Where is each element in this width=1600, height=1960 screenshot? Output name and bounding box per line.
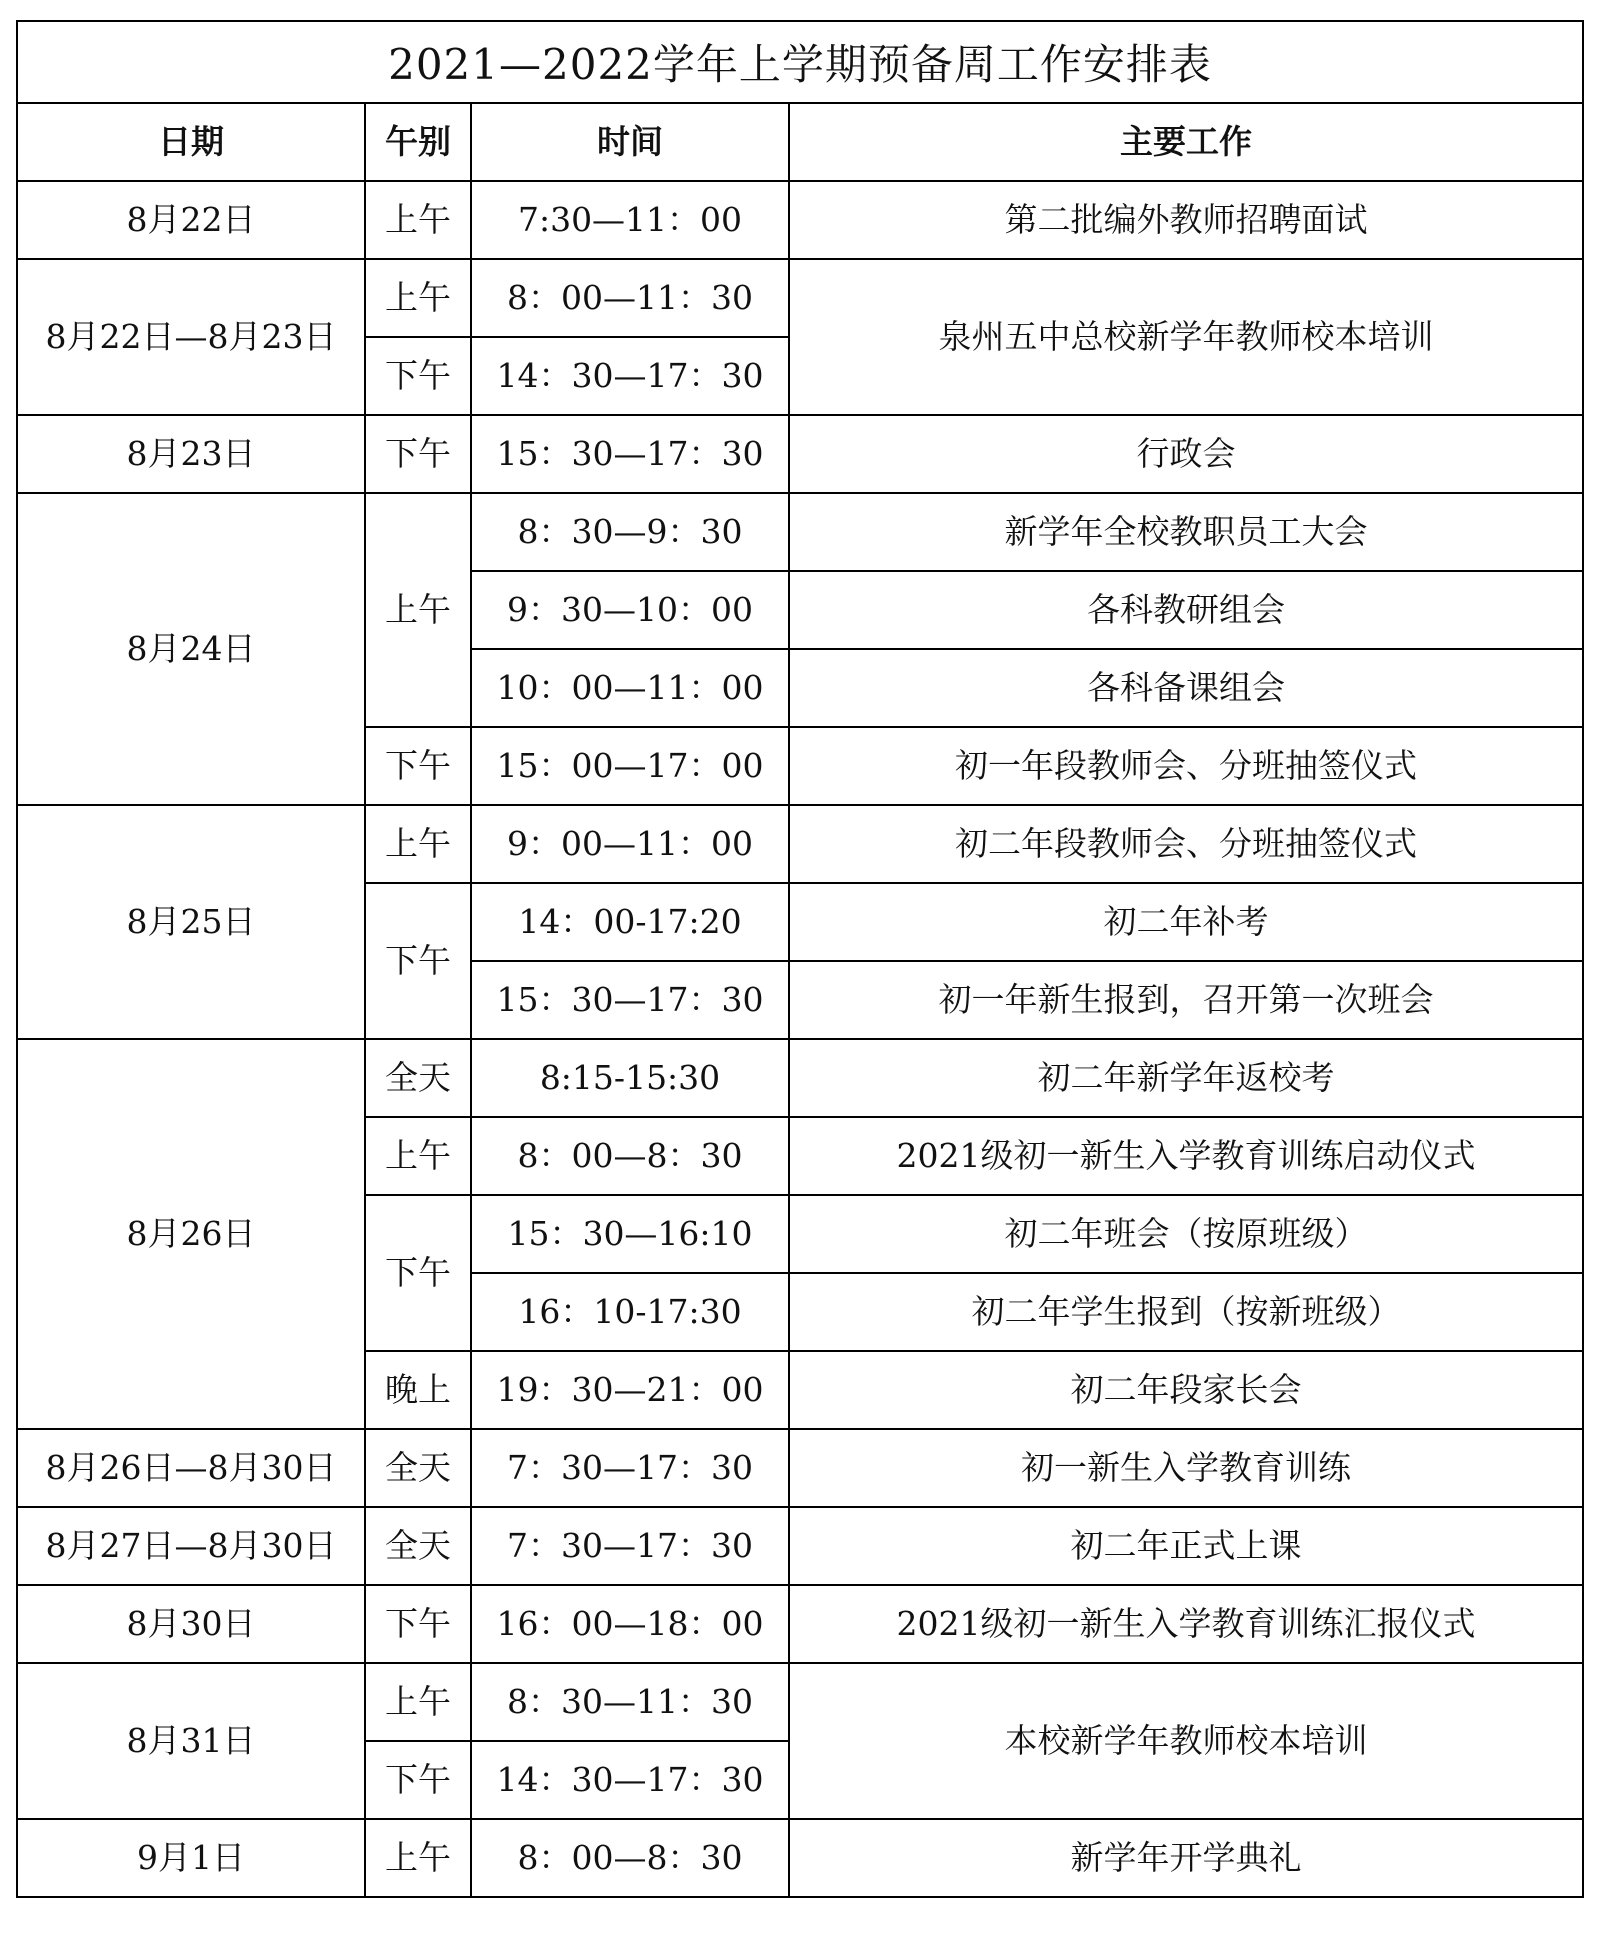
table-row — [17, 1663, 1583, 1741]
period-cell: 下午 — [365, 727, 471, 805]
period-cell: 全天 — [365, 1507, 471, 1585]
work-cell: 初二年新学年返校考 — [789, 1039, 1583, 1117]
period-cell: 全天 — [365, 1429, 471, 1507]
date-cell: 8月27日—8月30日 — [17, 1507, 365, 1585]
period-cell: 下午 — [365, 415, 471, 493]
date-cell: 8月31日 — [17, 1663, 365, 1819]
work-cell: 第二批编外教师招聘面试 — [789, 181, 1583, 259]
date-cell: 8月26日 — [17, 1039, 365, 1429]
date-cell: 8月23日 — [17, 415, 365, 493]
date-cell: 9月1日 — [17, 1819, 365, 1897]
work-cell: 新学年全校教职员工大会 — [789, 493, 1583, 571]
work-cell: 各科备课组会 — [789, 649, 1583, 727]
period-cell: 下午 — [365, 1195, 471, 1351]
date-cell: 8月25日 — [17, 805, 365, 1039]
time-cell: 16：00—18：00 — [471, 1585, 789, 1663]
period-cell: 上午 — [365, 805, 471, 883]
time-cell: 7：30—17：30 — [471, 1429, 789, 1507]
time-cell: 14：30—17：30 — [471, 1741, 789, 1819]
time-cell: 9：00—11：00 — [471, 805, 789, 883]
time-cell: 8：00—8：30 — [471, 1117, 789, 1195]
work-cell: 本校新学年教师校本培训 — [789, 1663, 1583, 1819]
header-date: 日期 — [17, 103, 365, 181]
table-row — [17, 493, 1583, 571]
table-row — [17, 1507, 1583, 1585]
table-row — [17, 1039, 1583, 1117]
time-cell: 15：30—17：30 — [471, 961, 789, 1039]
header-time: 时间 — [471, 103, 789, 181]
time-cell: 15：00—17：00 — [471, 727, 789, 805]
time-cell: 7：30—17：30 — [471, 1507, 789, 1585]
time-cell: 15：30—16:10 — [471, 1195, 789, 1273]
period-cell: 上午 — [365, 493, 471, 727]
period-cell: 上午 — [365, 181, 471, 259]
period-cell: 上午 — [365, 1117, 471, 1195]
time-cell: 9：30—10：00 — [471, 571, 789, 649]
date-cell: 8月24日 — [17, 493, 365, 805]
time-cell: 16：10-17:30 — [471, 1273, 789, 1351]
table-row — [17, 181, 1583, 259]
table-row — [17, 1819, 1583, 1897]
table-row — [17, 415, 1583, 493]
time-cell: 14：00-17:20 — [471, 883, 789, 961]
header-row — [17, 103, 1583, 181]
table-row — [17, 1429, 1583, 1507]
period-cell: 上午 — [365, 1663, 471, 1741]
schedule-table — [16, 102, 1584, 1898]
work-cell: 2021级初一新生入学教育训练汇报仪式 — [789, 1585, 1583, 1663]
time-cell: 7:30—11：00 — [471, 181, 789, 259]
period-cell: 上午 — [365, 259, 471, 337]
header-period: 午别 — [365, 103, 471, 181]
work-cell: 初二年正式上课 — [789, 1507, 1583, 1585]
work-cell: 初一新生入学教育训练 — [789, 1429, 1583, 1507]
time-cell: 19：30—21：00 — [471, 1351, 789, 1429]
date-cell: 8月22日 — [17, 181, 365, 259]
work-cell: 各科教研组会 — [789, 571, 1583, 649]
table-row — [17, 1585, 1583, 1663]
period-cell: 上午 — [365, 1819, 471, 1897]
date-cell: 8月26日—8月30日 — [17, 1429, 365, 1507]
table-row — [17, 259, 1583, 337]
work-cell: 2021级初一新生入学教育训练启动仪式 — [789, 1117, 1583, 1195]
time-cell: 8：00—8：30 — [471, 1819, 789, 1897]
period-cell: 晚上 — [365, 1351, 471, 1429]
work-cell: 初二年补考 — [789, 883, 1583, 961]
work-cell: 初一年段教师会、分班抽签仪式 — [789, 727, 1583, 805]
work-cell: 初二年段教师会、分班抽签仪式 — [789, 805, 1583, 883]
time-cell: 15：30—17：30 — [471, 415, 789, 493]
work-cell: 新学年开学典礼 — [789, 1819, 1583, 1897]
work-cell: 初一年新生报到，召开第一次班会 — [789, 961, 1583, 1039]
table-title: 2021—2022学年上学期预备周工作安排表 — [16, 20, 1584, 102]
work-cell: 初二年班会（按原班级） — [789, 1195, 1583, 1273]
period-cell: 下午 — [365, 883, 471, 1039]
date-cell: 8月30日 — [17, 1585, 365, 1663]
schedule-sheet — [16, 20, 1584, 1898]
table-row — [17, 805, 1583, 883]
work-cell: 行政会 — [789, 415, 1583, 493]
time-cell: 8:15-15:30 — [471, 1039, 789, 1117]
time-cell: 14：30—17：30 — [471, 337, 789, 415]
work-cell: 初二年段家长会 — [789, 1351, 1583, 1429]
period-cell: 全天 — [365, 1039, 471, 1117]
period-cell: 下午 — [365, 1741, 471, 1819]
time-cell: 8：30—11：30 — [471, 1663, 789, 1741]
work-cell: 初二年学生报到（按新班级） — [789, 1273, 1583, 1351]
work-cell: 泉州五中总校新学年教师校本培训 — [789, 259, 1583, 415]
date-cell: 8月22日—8月23日 — [17, 259, 365, 415]
schedule-body — [17, 181, 1583, 1897]
time-cell: 8：30—9：30 — [471, 493, 789, 571]
time-cell: 10：00—11：00 — [471, 649, 789, 727]
period-cell: 下午 — [365, 1585, 471, 1663]
time-cell: 8：00—11：30 — [471, 259, 789, 337]
period-cell: 下午 — [365, 337, 471, 415]
header-work: 主要工作 — [789, 103, 1583, 181]
